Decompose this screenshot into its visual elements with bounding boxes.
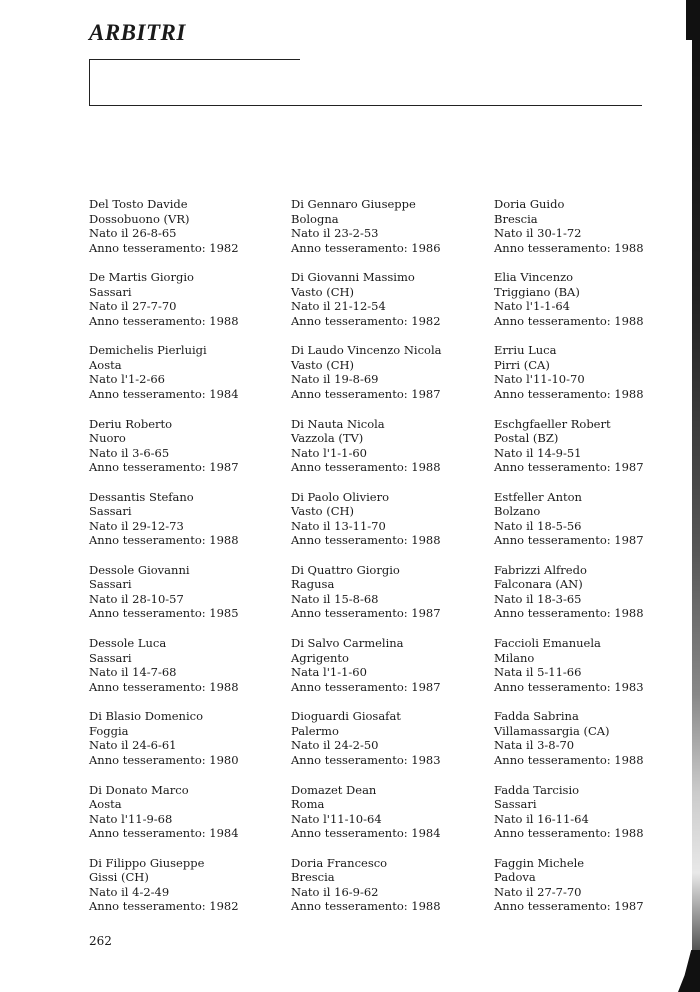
referee-name: Doria Guido [494, 197, 565, 211]
referee-entry [494, 563, 694, 636]
referee-birth-date: Nata il 3-8-70 [494, 738, 575, 753]
referee-entry [494, 417, 694, 490]
referee-entry [494, 783, 694, 856]
referee-registration-year: Anno tesseramento: 1982 [89, 240, 239, 255]
referee-birthplace: Ragusa [291, 577, 335, 592]
referee-entry [291, 709, 491, 782]
referee-name: Dessole Luca [89, 636, 167, 651]
referee-registration-year: Anno tesseramento: 1987 [291, 606, 441, 621]
referee-registration-year: Anno tesseramento: 1987 [89, 460, 239, 475]
referee-registration-year: Anno tesseramento: 1984 [291, 826, 441, 840]
referee-entry [494, 709, 694, 782]
referee-name: Demichelis Pierluigi [89, 343, 207, 358]
referee-name: Di Quattro Giorgio [291, 562, 400, 577]
referee-registration-year: Anno tesseramento: 1983 [494, 679, 644, 694]
referee-entry [89, 417, 289, 490]
referee-birthplace: Padova [494, 870, 536, 885]
referee-birthplace: Postal (BZ) [494, 431, 559, 446]
referee-entry [89, 563, 289, 636]
referee-birth-date: Nata l'1-1-60 [291, 665, 367, 680]
referee-birthplace: Agrigento [291, 650, 349, 665]
referee-birth-date: Nato il 18-3-65 [494, 591, 582, 606]
referee-registration-year: Anno tesseramento: 1988 [494, 752, 644, 767]
referee-name: Faccioli Emanuela [494, 636, 601, 651]
referee-birth-date: Nato il 19-8-69 [291, 372, 379, 387]
referee-registration-year: Anno tesseramento: 1988 [89, 679, 239, 694]
page-number: 262 [89, 934, 112, 948]
referee-birth-date: Nata il 5-11-66 [494, 665, 582, 680]
referee-column-2 [291, 197, 491, 929]
referee-birthplace: Triggiano (BA) [494, 284, 580, 299]
referee-birthplace: Vazzola (TV) [291, 431, 364, 446]
referee-entry [494, 856, 694, 929]
referee-name: Deriu Roberto [89, 416, 173, 431]
referee-registration-year: Anno tesseramento: 1985 [89, 606, 239, 621]
referee-birth-date: Nato il 14-7-68 [89, 665, 177, 680]
referee-name: Faggin Michele [494, 855, 585, 870]
referee-birthplace: Foggia [89, 723, 129, 738]
referee-birth-date: Nato l'11-10-64 [291, 811, 382, 826]
referee-birth-date: Nato il 27-7-70 [89, 299, 177, 314]
referee-registration-year: Anno tesseramento: 1987 [494, 899, 644, 914]
scan-edge-top-shadow [686, 0, 700, 40]
referee-birth-date: Nato il 14-9-51 [494, 445, 582, 460]
referee-name: De Martis Giorgio [89, 270, 194, 285]
referee-name: Fadda Tarcisio [494, 782, 580, 797]
referee-entry [89, 636, 289, 709]
referee-entry [89, 197, 289, 270]
referee-name: Erriu Luca [494, 343, 557, 358]
referee-registration-year: Anno tesseramento: 1987 [291, 679, 441, 694]
referee-name: Doria Francesco [291, 855, 388, 870]
referee-birthplace: Bologna [291, 211, 339, 226]
referee-registration-year: Anno tesseramento: 1988 [494, 313, 644, 328]
referee-birth-date: Nato l'1-1-64 [494, 299, 570, 314]
referee-name: Di Filippo Giuseppe [89, 855, 205, 870]
referee-registration-year: Anno tesseramento: 1980 [89, 752, 239, 767]
referee-name: Eschgfaeller Robert [494, 416, 611, 431]
scan-edge-bottom-shadow [678, 950, 700, 992]
referee-registration-year: Anno tesseramento: 1988 [89, 313, 239, 328]
referee-entry [494, 343, 694, 416]
referee-registration-year: Anno tesseramento: 1986 [291, 240, 441, 255]
referee-birth-date: Nato il 15-8-68 [291, 591, 379, 606]
referee-registration-year: Anno tesseramento: 1988 [291, 899, 441, 914]
referee-name: Di Laudo Vincenzo Nicola [291, 343, 442, 358]
referee-registration-year: Anno tesseramento: 1987 [291, 386, 441, 401]
referee-registration-year: Anno tesseramento: 1982 [89, 899, 239, 914]
referee-name: Di Salvo Carmelina [291, 636, 404, 651]
referee-registration-year: Anno tesseramento: 1988 [494, 606, 644, 621]
referee-birth-date: Nato il 29-12-73 [89, 518, 184, 533]
referee-birthplace: Brescia [291, 870, 335, 885]
referee-name: Di Giovanni Massimo [291, 270, 415, 285]
page-title: ARBITRI [89, 20, 186, 45]
referee-name: Del Tosto Davide [89, 197, 188, 211]
referee-entry [494, 490, 694, 563]
referee-birthplace: Vasto (CH) [291, 284, 355, 299]
referee-birthplace: Villamassargia (CA) [494, 723, 610, 738]
referee-birth-date: Nato il 21-12-54 [291, 299, 386, 314]
referee-birth-date: Nato il 28-10-57 [89, 591, 184, 606]
header-box-left-border [89, 59, 90, 106]
referee-birth-date: Nato il 18-5-56 [494, 518, 582, 533]
referee-name: Domazet Dean [291, 782, 377, 797]
referee-entry [494, 197, 694, 270]
referee-entry [89, 490, 289, 563]
referee-entry [291, 343, 491, 416]
referee-entry [291, 856, 491, 929]
referee-birthplace: Nuoro [89, 431, 126, 446]
referee-registration-year: Anno tesseramento: 1988 [494, 240, 644, 255]
referee-entry [89, 856, 289, 929]
referee-birth-date: Nato il 27-7-70 [494, 884, 582, 899]
referee-column-1 [89, 197, 289, 929]
referee-registration-year: Anno tesseramento: 1988 [291, 533, 441, 548]
referee-name: Fabrizzi Alfredo [494, 562, 587, 577]
referee-registration-year: Anno tesseramento: 1982 [291, 313, 441, 328]
referee-birthplace: Dossobuono (VR) [89, 211, 190, 226]
referee-birth-date: Nato l'1-1-60 [291, 445, 367, 460]
referee-registration-year: Anno tesseramento: 1987 [494, 460, 644, 475]
referee-entry [291, 490, 491, 563]
referee-name: Dessantis Stefano [89, 489, 194, 504]
referee-entry [89, 343, 289, 416]
referee-name: Elia Vincenzo [494, 270, 574, 285]
referee-name: Di Gennaro Giuseppe [291, 197, 416, 211]
referee-birth-date: Nato il 26-8-65 [89, 226, 177, 240]
referee-birth-date: Nato l'1-2-66 [89, 372, 165, 387]
referee-birth-date: Nato il 16-9-62 [291, 884, 379, 899]
referee-birth-date: Nato il 30-1-72 [494, 226, 582, 240]
header-box-bottom-border [89, 105, 642, 106]
referee-name: Di Donato Marco [89, 782, 189, 797]
referee-name: Di Paolo Oliviero [291, 489, 389, 504]
referee-birthplace: Brescia [494, 211, 538, 226]
scan-edge-shadow [692, 0, 700, 992]
referee-birth-date: Nato il 16-11-64 [494, 811, 589, 826]
referee-birth-date: Nato il 24-2-50 [291, 738, 379, 753]
referee-birthplace: Milano [494, 650, 535, 665]
referee-entry [291, 563, 491, 636]
referee-entry [291, 417, 491, 490]
referee-entry [89, 270, 289, 343]
referee-birthplace: Sassari [89, 577, 132, 592]
referee-column-3 [494, 197, 694, 929]
referee-birthplace: Gissi (CH) [89, 870, 149, 885]
referee-birth-date: Nato l'11-9-68 [89, 811, 173, 826]
referee-birthplace: Roma [291, 797, 325, 811]
title-rule [89, 59, 300, 60]
referee-name: Di Blasio Domenico [89, 709, 204, 724]
referee-entry [494, 636, 694, 709]
referee-registration-year: Anno tesseramento: 1988 [494, 386, 644, 401]
referee-birthplace: Falconara (AN) [494, 577, 583, 592]
referee-birth-date: Nato il 4-2-49 [89, 884, 170, 899]
referee-birthplace: Aosta [89, 357, 122, 372]
referee-birthplace: Palermo [291, 723, 339, 738]
referee-birthplace: Sassari [494, 797, 537, 811]
referee-birth-date: Nato l'11-10-70 [494, 372, 585, 387]
referee-birth-date: Nato il 3-6-65 [89, 445, 170, 460]
referee-birth-date: Nato il 23-2-53 [291, 226, 379, 240]
referee-registration-year: Anno tesseramento: 1984 [89, 386, 239, 401]
referee-entry [291, 197, 491, 270]
referee-entry [89, 709, 289, 782]
referee-name: Estfeller Anton [494, 489, 582, 504]
referee-birthplace: Vasto (CH) [291, 504, 355, 519]
referee-name: Dioguardi Giosafat [291, 709, 401, 724]
referee-birthplace: Sassari [89, 284, 132, 299]
referee-name: Fadda Sabrina [494, 709, 579, 724]
referee-name: Dessole Giovanni [89, 562, 190, 577]
referee-birthplace: Aosta [89, 797, 122, 811]
referee-registration-year: Anno tesseramento: 1984 [89, 826, 239, 840]
referee-registration-year: Anno tesseramento: 1988 [89, 533, 239, 548]
referee-entry [89, 783, 289, 856]
referee-birth-date: Nato il 13-11-70 [291, 518, 386, 533]
referee-entry [494, 270, 694, 343]
referee-birthplace: Pirri (CA) [494, 357, 550, 372]
referee-birthplace: Sassari [89, 650, 132, 665]
referee-entry [291, 270, 491, 343]
referee-registration-year: Anno tesseramento: 1988 [291, 460, 441, 475]
referee-registration-year: Anno tesseramento: 1987 [494, 533, 644, 548]
referee-entry [291, 636, 491, 709]
referee-birthplace: Vasto (CH) [291, 357, 355, 372]
referee-registration-year: Anno tesseramento: 1988 [494, 826, 644, 840]
referee-entry [291, 783, 491, 856]
referee-birthplace: Bolzano [494, 504, 541, 519]
referee-registration-year: Anno tesseramento: 1983 [291, 752, 441, 767]
referee-birthplace: Sassari [89, 504, 132, 519]
referee-name: Di Nauta Nicola [291, 416, 385, 431]
referee-birth-date: Nato il 24-6-61 [89, 738, 177, 753]
